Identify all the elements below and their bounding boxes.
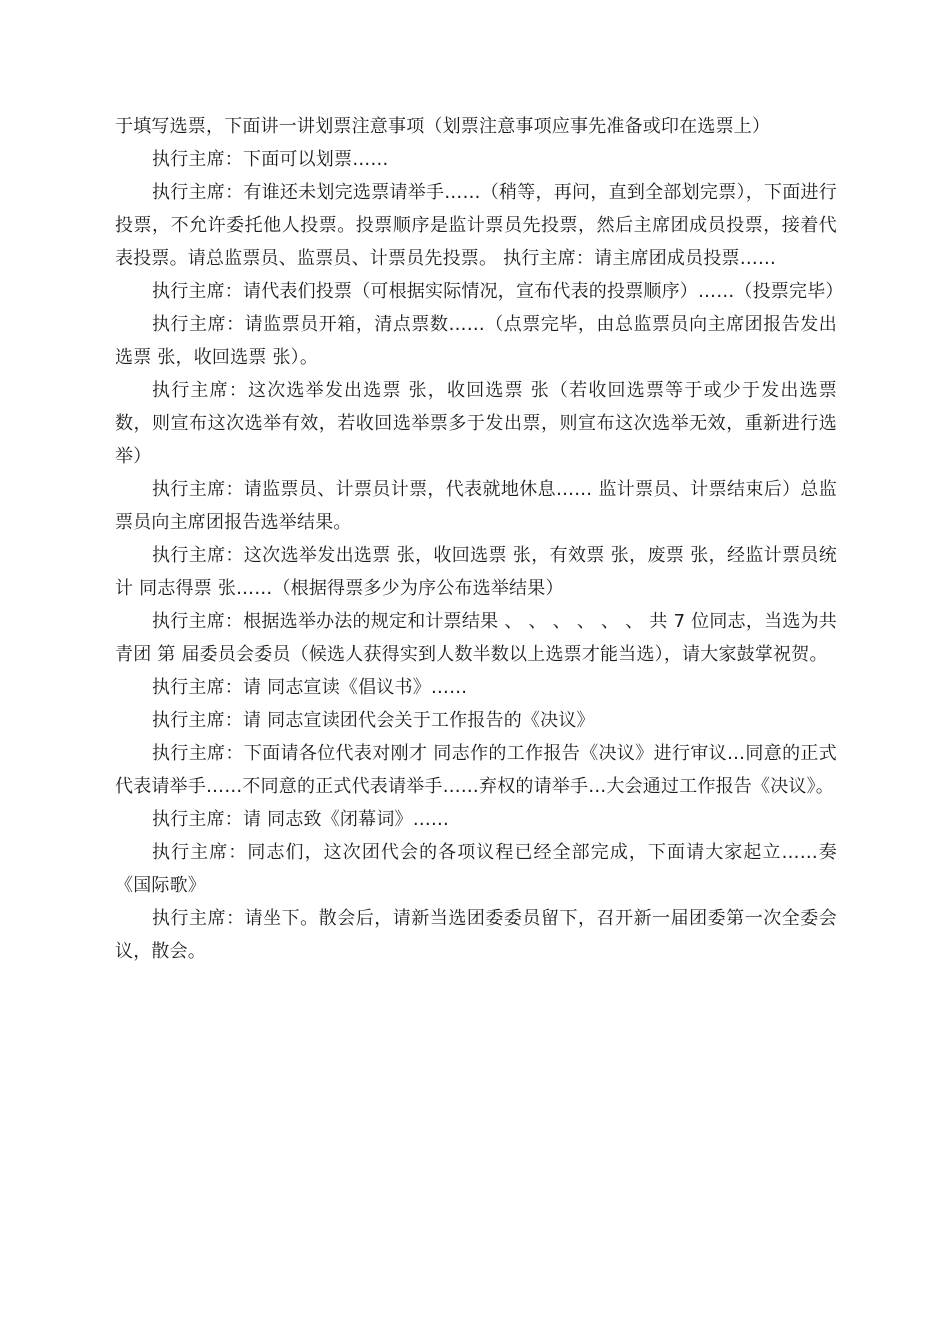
paragraph-11: 执行主席：请 同志宣读团代会关于工作报告的《决议》 [152, 710, 595, 731]
document-body [115, 110, 844, 968]
paragraph-14: 执行主席：同志们，这次团代会的各项议程已经全部完成，下面请大家起立……奏《国际歌》 [115, 842, 837, 896]
paragraph-2: 执行主席：下面可以划票…… [152, 149, 389, 170]
paragraph-5: 执行主席：请监票员开箱，清点票数……（点票完毕，由总监票员向主席团报告发出选票 张，收回选票 张）。 [115, 314, 837, 368]
paragraph-1: 于填写选票，下面讲一讲划票注意事项（划票注意事项应事先准备或印在选票上） [115, 116, 771, 137]
paragraph-12: 执行主席：下面请各位代表对刚才 同志作的工作报告《决议》进行审议…同意的正式代表请举手……不同意的正式代表请举手……弃权的请举手…大会通过工作报告《决议》。 [115, 743, 837, 797]
paragraph-10: 执行主席：请 同志宣读《倡议书》…… [152, 677, 468, 698]
paragraph-6: 执行主席：这次选举发出选票 张，收回选票 张（若收回选票等于或少于发出选票数，则宣布这次选举有效，若收回选举票多于发出票，则宣布这次选举无效，重新进行选举） [115, 380, 837, 467]
paragraph-9: 执行主席：根据选举办法的规定和计票结果 、 、 、 、 、 、 共 7 位同志，当选为共青团 第 届委员会委员（候选人获得实到人数半数以上选票才能当选），请大家鼓掌祝贺。 [115, 611, 837, 665]
paragraph-3: 执行主席：有谁还未划完选票请举手……（稍等，再问，直到全部划完票），下面进行投票，不允许委托他人投票。投票顺序是监计票员先投票，然后主席团成员投票，接着代表投票。请总监票员、监票员、计票员先投票。 执行主席：请主席团成员投票…… [115, 182, 837, 269]
paragraph-7: 执行主席：请监票员、计票员计票，代表就地休息…… 监计票员、计票结束后）总监票员向主席团报告选举结果。 [115, 479, 837, 533]
paragraph-4: 执行主席：请代表们投票（可根据实际情况，宣布代表的投票顺序）……（投票完毕） [152, 281, 844, 302]
paragraph-15: 执行主席：请坐下。散会后，请新当选团委委员留下，召开新一届团委第一次全委会议，散会。 [115, 908, 837, 962]
paragraph-13: 执行主席：请 同志致《闭幕词》…… [152, 809, 450, 830]
paragraph-8: 执行主席：这次选举发出选票 张，收回选票 张，有效票 张，废票 张，经监计票员统计 同志得票 张……（根据得票多少为序公布选举结果） [115, 545, 837, 599]
